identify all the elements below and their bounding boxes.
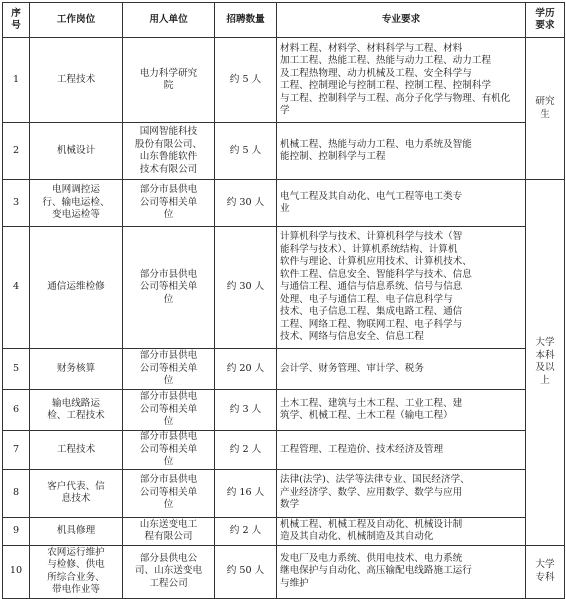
education-college: 大学 专科: [526, 545, 565, 598]
row-unit: 国网智能科技 股份有限公司、 山东鲁能软件 技术有限公司: [123, 123, 215, 180]
row-position: 工程技术: [30, 431, 123, 470]
row-count: 约 5 人: [215, 123, 277, 180]
row-no: 6: [3, 390, 30, 431]
row-position: 客户代表、信 息技术: [30, 469, 123, 517]
row-no: 8: [3, 469, 30, 517]
row-unit: 部分市县供电 公司等相关单 位: [123, 390, 215, 431]
header-education: 学历 要求: [526, 3, 565, 38]
header-major: 专业要求: [277, 3, 526, 38]
row-major: 机械工程、热能与动力工程、电力系统及智能 能控制、控制科学与工程: [277, 123, 526, 180]
table-row: [3, 517, 565, 545]
row-unit: 山东送变电工 程有限公司: [123, 517, 215, 545]
row-unit: 电力科学研究 院: [123, 38, 215, 123]
row-major: 计算机科学与技术、计算机科学与技术（智 能科学与技术）、计算机系统结构、计算机 软件与理论、计算机应用技术、计算机技术、 软件工程、信息安全、智能科学与技术、信息 与通信工程、通信与信息系统、信号与信息 处理、电子与通信工程、电子信息科学与 技术、电子信息工程、集成电路工程、通信 工程、网络工程、物联网工程、电子科学与 技术、网络与信息安全、信息工程: [277, 227, 526, 349]
table-row: [3, 227, 565, 349]
header-position: 工作岗位: [30, 3, 123, 38]
row-major: 土木工程、建筑与土木工程、工业工程、建 筑学、机械工程、土木工程（输电工程）: [277, 390, 526, 431]
row-major: 法律(法学)、法学等法律专业、国民经济学、 产业经济学、数学、应用数学、数学与应用 数学: [277, 469, 526, 517]
row-position: 农网运行维护 与检修、供电 所综合业务、 带电作业等: [30, 545, 123, 598]
row-position: 通信运维检修: [30, 227, 123, 349]
row-count: 约 30 人: [215, 180, 277, 227]
header-unit: 用人单位: [123, 3, 215, 38]
row-major: 发电厂及电力系统、供用电技术、电力系统 继电保护与自动化、高压输配电线路施工运行 与维护: [277, 545, 526, 598]
row-count: 约 50 人: [215, 545, 277, 598]
row-position: 输电线路运 检、工程技术: [30, 390, 123, 431]
recruitment-table: [2, 2, 565, 599]
table-row: [3, 469, 565, 517]
row-position: 电网调控运 行、输电运检、 变电运检等: [30, 180, 123, 227]
row-no: 7: [3, 431, 30, 470]
row-no: 10: [3, 545, 30, 598]
header-count: 招聘数量: [215, 3, 277, 38]
table-row: [3, 349, 565, 390]
education-graduate: 研究 生: [526, 38, 565, 180]
row-count: 约 3 人: [215, 390, 277, 431]
row-major: 材料工程、材料学、材料科学与工程、材料 加工工程、热能工程、热能与动力工程、动力工程 及工程热物理、动力机械及工程、安全科学与 工程、控制理论与控制工程、控制工程、控制科学 与工程、控制科学与工程、高分子化学与物理、有机化 学: [277, 38, 526, 123]
row-unit: 部分市县供电 公司等相关单 位: [123, 227, 215, 349]
row-count: 约 2 人: [215, 431, 277, 470]
row-major: 电气工程及其自动化、电气工程等电工类专 业: [277, 180, 526, 227]
row-major: 机械工程、机械工程及自动化、机械设计制 造及其自动化、机械制造及其自动化: [277, 517, 526, 545]
row-unit: 部分县供电公 司、山东送变电 工程公司: [123, 545, 215, 598]
row-position: 机具修理: [30, 517, 123, 545]
education-bachelor: 大学 本科 及以 上: [526, 180, 565, 546]
row-no: 5: [3, 349, 30, 390]
row-unit: 部分市县供电 公司等相关单 位: [123, 349, 215, 390]
table-row: [3, 38, 565, 123]
row-no: 3: [3, 180, 30, 227]
table-row: [3, 431, 565, 470]
row-count: 约 5 人: [215, 38, 277, 123]
row-count: 约 20 人: [215, 349, 277, 390]
row-unit: 部分市县供电 公司等相关单 位: [123, 469, 215, 517]
row-no: 2: [3, 123, 30, 180]
row-no: 4: [3, 227, 30, 349]
row-no: 1: [3, 38, 30, 123]
row-no: 9: [3, 517, 30, 545]
table-row: [3, 123, 565, 180]
row-count: 约 2 人: [215, 517, 277, 545]
table-row: [3, 180, 565, 227]
row-position: 工程技术: [30, 38, 123, 123]
row-count: 约 30 人: [215, 227, 277, 349]
row-position: 机械设计: [30, 123, 123, 180]
row-unit: 部分市县供电 公司等相关单 位: [123, 431, 215, 470]
row-count: 约 16 人: [215, 469, 277, 517]
header-no: 序 号: [3, 3, 30, 38]
row-major: 会计学、财务管理、审计学、税务: [277, 349, 526, 390]
table-row: [3, 545, 565, 598]
row-unit: 部分市县供电 公司等相关单 位: [123, 180, 215, 227]
row-position: 财务核算: [30, 349, 123, 390]
table-header-row: [3, 3, 565, 38]
table-row: [3, 390, 565, 431]
row-major: 工程管理、工程造价、技术经济及管理: [277, 431, 526, 470]
